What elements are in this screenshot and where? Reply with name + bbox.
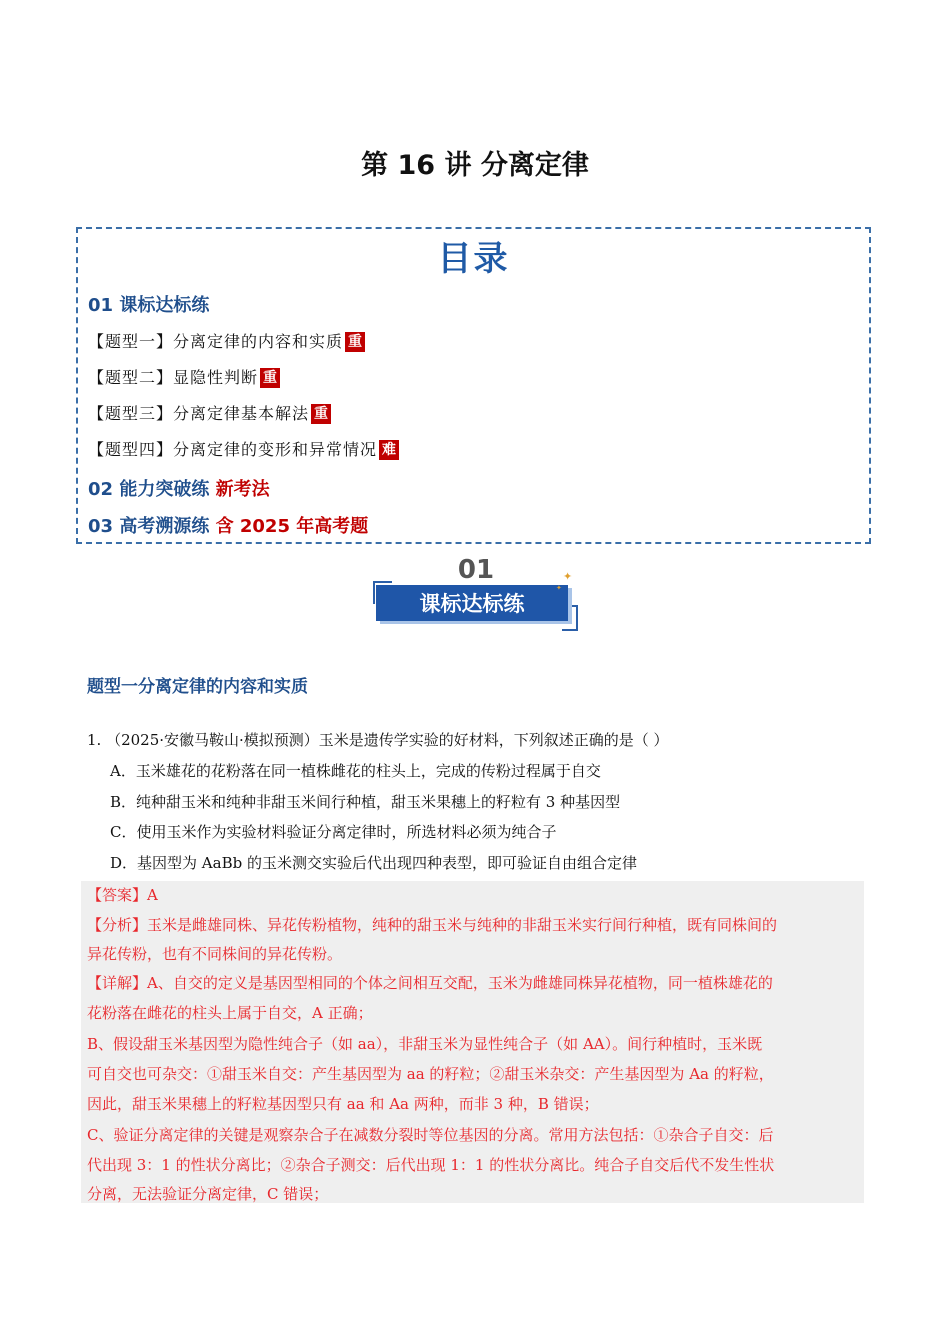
detail-line: 【详解】A、自交的定义是基因型相同的个体之间相互交配，玉米为雌雄同株异花植物，同一植株雄花的: [87, 974, 773, 992]
toc-item-type-1[interactable]: [88, 329, 365, 352]
toc-item-label: 【题型二】显隐性判断: [88, 368, 259, 387]
sparkle-icon: ✦: [556, 584, 562, 592]
toc-section-tag: 新考法: [215, 479, 270, 500]
key-badge: 重: [260, 368, 280, 388]
difficult-badge: 难: [379, 440, 399, 460]
toc-item-type-2[interactable]: [88, 365, 280, 388]
detail-line: 花粉落在雌花的柱头上属于自交，A 正确；: [87, 1004, 373, 1022]
toc-section-3[interactable]: [88, 512, 368, 538]
analysis-line: 【分析】玉米是雌雄同株、异花传粉植物，纯种的甜玉米与纯种的非甜玉米实行间行种植，既有同株间的: [87, 916, 778, 934]
detail-line: 代出现 3：1 的性状分离比；②杂合子测交：后代出现 1：1 的性状分离比。纯合子自交后代不发生性状: [87, 1156, 775, 1174]
key-badge: 重: [311, 404, 331, 424]
answer-explanation: [81, 881, 864, 1203]
page-title: 第 16 讲 分离定律: [361, 150, 589, 181]
toc-item-label: 【题型一】分离定律的内容和实质: [88, 332, 344, 351]
table-of-contents: [76, 227, 871, 544]
banner-label: 课标达标练: [419, 592, 525, 616]
toc-section-label: 02 能力突破练: [88, 479, 210, 500]
toc-section-tag: 含 2025 年高考题: [215, 516, 369, 537]
sparkle-icon: ✦: [563, 570, 573, 583]
toc-section-2[interactable]: [88, 475, 270, 501]
question-type-heading: 题型一分离定律的内容和实质: [87, 677, 308, 697]
toc-item-type-4[interactable]: [88, 437, 399, 460]
detail-line: 可自交也可杂交：①甜玉米自交：产生基因型为 aa 的籽粒；②甜玉米杂交：产生基因型为 Aa 的籽粒，: [87, 1065, 774, 1083]
banner-number: 01: [457, 556, 495, 585]
detail-line: C、验证分离定律的关键是观察杂合子在减数分裂时等位基因的分离。常用方法包括：①杂合子自交：后: [87, 1126, 774, 1144]
option-b: B．纯种甜玉米和纯种非甜玉米间行种植，甜玉米果穗上的籽粒有 3 种基因型: [110, 793, 621, 811]
option-a: A．玉米雄花的花粉落在同一植株雌花的柱头上，完成的传粉过程属于自交: [110, 762, 601, 780]
detail-line: 分离，无法验证分离定律，C 错误；: [87, 1185, 329, 1203]
answer-line: 【答案】A: [87, 886, 158, 904]
toc-item-label: 【题型四】分离定律的变形和异常情况: [88, 440, 378, 459]
detail-line: B、假设甜玉米基因型为隐性纯合子（如 aa），非甜玉米为显性纯合子（如 AA）。间行种植时，玉米既: [87, 1035, 763, 1053]
option-c: C．使用玉米作为实验材料验证分离定律时，所选材料必须为纯合子: [110, 823, 557, 841]
key-badge: 重: [345, 332, 365, 352]
question-stem: 1. （2025·安徽马鞍山·模拟预测）玉米是遗传学实验的好材料，下列叙述正确的是（ ）: [87, 731, 669, 749]
toc-section-label: 03 高考溯源练: [88, 516, 210, 537]
section-banner: [372, 556, 582, 636]
toc-section-1[interactable]: 01 课标达标练: [88, 295, 210, 316]
detail-line: 因此，甜玉米果穗上的籽粒基因型只有 aa 和 Aa 两种，而非 3 种，B 错误；: [87, 1095, 599, 1113]
analysis-line: 异花传粉，也有不同株间的异花传粉。: [87, 945, 343, 963]
toc-item-label: 【题型三】分离定律基本解法: [88, 404, 310, 423]
toc-item-type-3[interactable]: [88, 401, 331, 424]
option-d: D．基因型为 AaBb 的玉米测交实验后代出现四种表型，即可验证自由组合定律: [110, 854, 637, 872]
toc-heading: 目录: [437, 239, 510, 279]
